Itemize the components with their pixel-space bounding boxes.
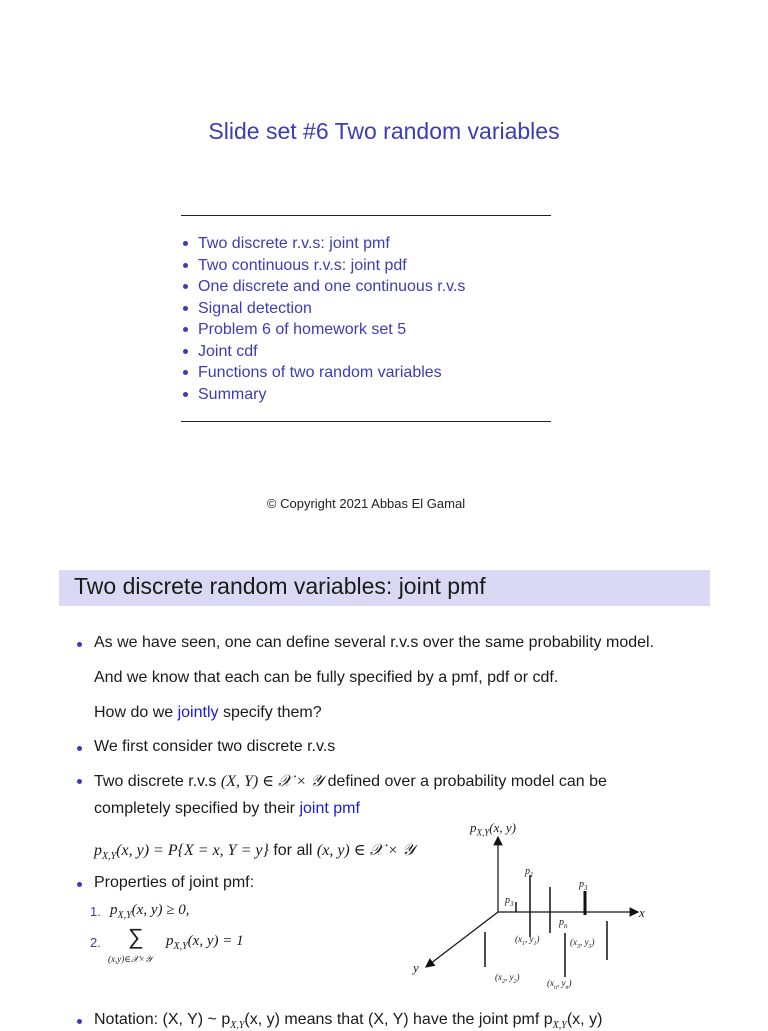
property-1 bbox=[110, 901, 189, 921]
list-number: 1. bbox=[90, 904, 101, 919]
math-inline: (x, y) = P{X = x, Y = y} bbox=[116, 842, 269, 859]
label-p1 bbox=[525, 866, 534, 879]
math-subscript: X,Y bbox=[102, 851, 117, 863]
text-run: , y bbox=[580, 937, 589, 947]
text-run: , y bbox=[557, 978, 566, 988]
toc-item[interactable]: Joint cdf bbox=[181, 341, 465, 363]
toc-item[interactable]: Functions of two random variables bbox=[181, 362, 465, 384]
slide-title: Slide set #6 Two random variables bbox=[208, 118, 560, 144]
point-label-1: ($x_1$, $y_1$) bbox=[515, 934, 540, 947]
math-subscript: X,Y bbox=[173, 941, 188, 952]
math-subscript: 3 bbox=[510, 900, 514, 908]
point-label-n: ($x_n$, $y_n$) bbox=[547, 978, 572, 991]
text-run: completely specified by their bbox=[94, 800, 300, 817]
math-subscript: 2 bbox=[502, 978, 505, 985]
joint-pmf-equation bbox=[94, 840, 415, 862]
bullet-text bbox=[94, 1011, 602, 1031]
slide-heading: Two discrete random variables: joint pmf bbox=[74, 573, 486, 599]
text-run: (x bbox=[515, 934, 522, 944]
math-symbol: p bbox=[110, 902, 118, 918]
property-2 bbox=[166, 932, 244, 952]
toc-item[interactable]: Two continuous r.v.s: joint pdf bbox=[181, 255, 465, 277]
axis-label-x: x bbox=[639, 905, 645, 920]
label-p3-left bbox=[505, 895, 514, 908]
sum-index: (x,y)∈𝒳×𝒴 bbox=[108, 954, 152, 964]
math-subscript: 3 bbox=[588, 943, 592, 950]
toc-item[interactable]: Problem 6 of homework set 5 bbox=[181, 319, 465, 341]
math-symbol: p bbox=[505, 895, 510, 906]
bullet-dot bbox=[77, 642, 82, 647]
math-subscript: 1 bbox=[530, 871, 534, 879]
math-symbol: p bbox=[166, 933, 174, 949]
y-axis bbox=[426, 912, 498, 967]
math-subscript: X,Y bbox=[476, 827, 490, 838]
toc-item[interactable]: Summary bbox=[181, 384, 465, 406]
joint-pmf-diagram bbox=[400, 815, 660, 995]
math-subscript: 1 bbox=[522, 940, 525, 947]
text-run: Notation: (X, Y) ~ p bbox=[94, 1011, 231, 1028]
toc-item[interactable]: One discrete and one continuous r.v.s bbox=[181, 276, 465, 298]
text-run: (x, y) means that (X, Y) have the joint pmf p bbox=[244, 1011, 553, 1028]
text-run: for all bbox=[268, 842, 317, 859]
math-symbol: p bbox=[470, 820, 477, 835]
text-run: , y bbox=[505, 972, 514, 982]
table-of-contents bbox=[181, 233, 465, 405]
label-p3 bbox=[579, 879, 588, 892]
math-inline: (x, y) = 1 bbox=[187, 933, 244, 949]
text-run: defined over a probability model can be bbox=[323, 773, 607, 790]
axis-label-y: y bbox=[413, 960, 419, 975]
bullet-text: As we have seen, one can define several r.v.s over the same probability model. bbox=[94, 634, 655, 651]
bullet-text bbox=[94, 704, 322, 722]
bullet-dot bbox=[77, 1019, 82, 1024]
bullet-dot bbox=[77, 779, 82, 784]
text-run: (x, y) bbox=[566, 1011, 603, 1028]
math-symbol: p bbox=[559, 917, 564, 928]
math-subscript: X,Y bbox=[552, 1020, 567, 1031]
copyright-notice: © Copyright 2021 Abbas El Gamal bbox=[266, 496, 466, 511]
bullet-dot bbox=[77, 746, 82, 751]
math-symbol: p bbox=[94, 842, 102, 859]
list-number: 2. bbox=[90, 935, 101, 950]
math-subscript: 1 bbox=[533, 940, 537, 947]
bottom-rule bbox=[181, 421, 551, 422]
math-inline: (X, Y) ∈ 𝒳 × 𝒴 bbox=[220, 773, 324, 790]
math-inline: (x, y) bbox=[489, 820, 516, 835]
highlight-term: jointly bbox=[177, 704, 219, 721]
point-label-3: ($x_3$, $y_3$) bbox=[570, 937, 595, 950]
math-inline: (x, y) ∈ 𝒳 × 𝒴 bbox=[316, 842, 415, 859]
math-subscript: X,Y bbox=[230, 1020, 245, 1031]
sum-symbol: ∑ bbox=[128, 924, 144, 949]
text-run: (x bbox=[570, 937, 577, 947]
math-subscript: n bbox=[554, 984, 557, 991]
text-run: How do we bbox=[94, 704, 178, 721]
text-run: Two discrete r.v.s bbox=[94, 773, 221, 790]
text-run: , y bbox=[525, 934, 534, 944]
math-subscript: n bbox=[564, 922, 568, 930]
math-subscript: 3 bbox=[584, 884, 588, 892]
bullet-dot bbox=[77, 882, 82, 887]
math-symbol: p bbox=[579, 879, 584, 890]
bullet-text bbox=[94, 800, 360, 818]
math-subscript: n bbox=[565, 984, 569, 991]
axis-label-z bbox=[470, 820, 516, 838]
math-subscript: 3 bbox=[577, 943, 580, 950]
label-pn bbox=[559, 917, 568, 930]
math-symbol: p bbox=[525, 866, 530, 877]
math-subscript: X,Y bbox=[117, 910, 132, 921]
math-inline: (x, y) ≥ 0, bbox=[131, 902, 190, 918]
toc-item[interactable]: Two discrete r.v.s: joint pmf bbox=[181, 233, 465, 255]
bullet-text: We first consider two discrete r.v.s bbox=[94, 738, 336, 755]
text-run: (x bbox=[547, 978, 554, 988]
point-label-2: ($x_2$, $y_2$) bbox=[495, 972, 520, 985]
text-run: (x bbox=[495, 972, 502, 982]
bullet-text: Properties of joint pmf: bbox=[94, 874, 255, 891]
top-rule bbox=[181, 215, 551, 216]
toc-item[interactable]: Signal detection bbox=[181, 298, 465, 320]
highlight-term: joint pmf bbox=[299, 800, 360, 817]
text-run: specify them? bbox=[218, 704, 322, 721]
bullet-text bbox=[94, 771, 607, 791]
math-subscript: 2 bbox=[513, 978, 517, 985]
bullet-text: And we know that each can be fully specified by a pmf, pdf or cdf. bbox=[94, 669, 559, 686]
